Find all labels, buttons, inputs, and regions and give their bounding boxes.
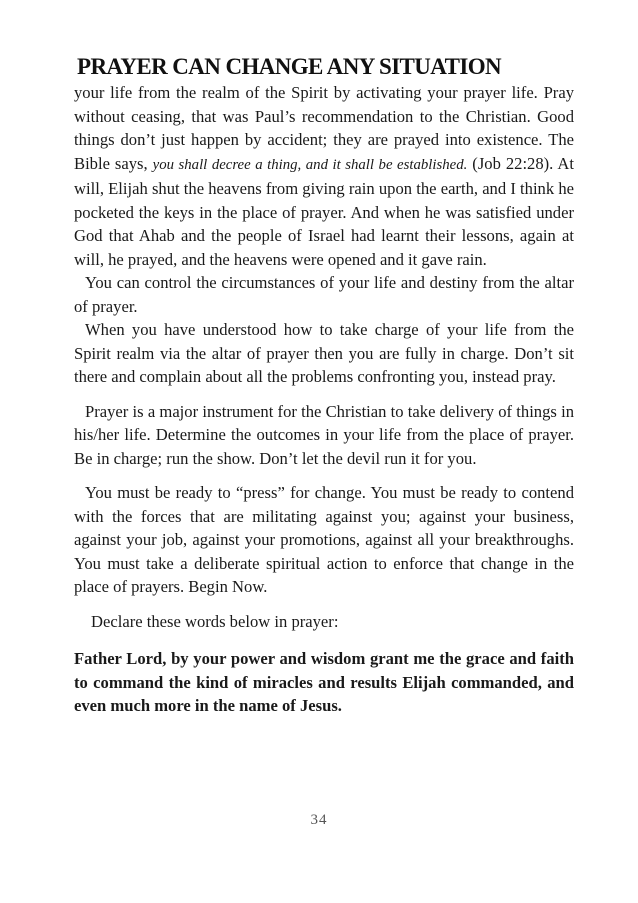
paragraph-3: When you have understood how to take charge of your life from the Spirit realm via the altar of prayer then you are fully in charge. Don’t sit there and complain about all the problems confronting you, instead pray. (74, 320, 574, 386)
prayer-declaration: Father Lord, by your power and wisdom grant me the grace and faith to command the kind of miracles and results Elijah commanded, and even much more in the name of Jesus. (74, 649, 574, 715)
body-text (74, 81, 574, 718)
page-number: 34 (310, 812, 328, 828)
paragraph-1 (74, 81, 574, 271)
paragraph-1-text-b: (Job 22:28). At will, Elijah shut the heavens from giving rain upon the earth, and I think he pocketed the keys in the place of prayer. And when he was satisfied under God that Ahab and the people of Israel had learnt their lessons, again at will, he prayed, and the heavens were opened and it gave rain. (74, 153, 574, 269)
paragraph-2: You can control the circumstances of your life and destiny from the altar of prayer. (74, 273, 574, 316)
page-title: PRAYER CAN CHANGE ANY SITUATION (77, 54, 501, 79)
paragraph-4: Prayer is a major instrument for the Christian to take delivery of things in his/her life. Determine the outcomes in your life from the place of prayer. Be in charge; run the show. Don’t let the devil run it for you. (74, 401, 574, 468)
paragraph-5: You must be ready to “press” for change. You must be ready to contend with the forces that are militating against you; against your business, against your job, against your promotions, against all your breakthroughs. You must take a deliberate spiritual action to enforce that change in the place of prayers. Begin Now. (74, 483, 574, 596)
paragraph-1-text-a: your life from the realm of the Spirit by activating your prayer life. Pray without ceasing, that was Paul’s recommendation to the Christian. Good things don’t just happen by accident; they are prayed into existence. The Bible says, (74, 83, 574, 173)
paragraph-6: Declare these words below in prayer: (91, 611, 339, 631)
scripture-quote: you shall decree a thing, and it shall be established. (152, 156, 468, 173)
